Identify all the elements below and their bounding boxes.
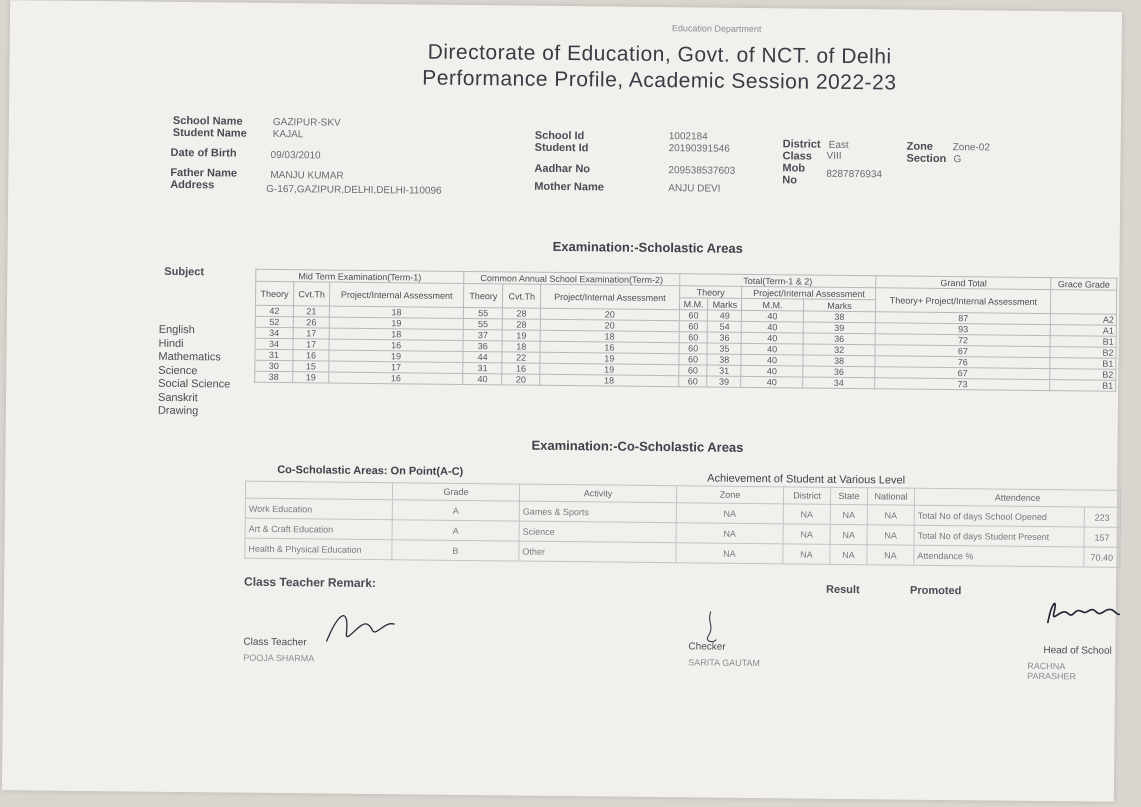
cell-national: NA xyxy=(867,525,914,545)
marks-header: Marks xyxy=(708,298,742,310)
cell-p1: 19 xyxy=(329,317,463,329)
cell-p1: 19 xyxy=(329,350,463,362)
dob-value: 09/03/2010 xyxy=(270,149,321,162)
cell-c1: 26 xyxy=(293,317,329,328)
total-theory-header: Theory xyxy=(679,286,742,299)
total-header: Total(Term-1 & 2) xyxy=(679,274,876,288)
cell-p1: 16 xyxy=(329,372,463,384)
cell-tm: 54 xyxy=(708,321,742,332)
cell-pmm: 40 xyxy=(741,332,803,344)
class-teacher-label: Class Teacher xyxy=(243,636,307,649)
cell-t2: 37 xyxy=(463,329,502,340)
grand-total-header: Grand Total xyxy=(876,276,1051,290)
result-value: Promoted xyxy=(909,584,962,598)
scholastic-table xyxy=(254,269,1117,392)
cell-activity: Games & Sports xyxy=(519,501,676,523)
cell-pmm: 40 xyxy=(741,376,803,388)
cell-t1: 34 xyxy=(255,327,293,338)
cell-t2: 55 xyxy=(463,307,502,318)
cell-district: NA xyxy=(783,544,830,564)
class-teacher-signature xyxy=(318,601,399,652)
cell-pmm: 40 xyxy=(742,321,804,333)
cell-tmm: 60 xyxy=(679,321,708,332)
cell-gt: 76 xyxy=(875,356,1050,369)
cell-activity: Other xyxy=(519,541,676,563)
scholastic-title: Examination:-Scholastic Areas xyxy=(552,238,743,256)
theory-header: Theory xyxy=(255,281,293,305)
school-id-value: 1002184 xyxy=(668,131,708,143)
district-header: District xyxy=(783,487,830,504)
cell-gr: B1 xyxy=(1050,358,1116,370)
school-id-label: School Id xyxy=(534,129,585,143)
cell-p1: 18 xyxy=(329,328,463,340)
cell-c2: 28 xyxy=(503,308,541,319)
cell-gr: B2 xyxy=(1050,369,1116,381)
zone-label: Zone xyxy=(906,140,934,153)
cell-c2: 19 xyxy=(503,330,541,341)
cell-p1: 18 xyxy=(330,306,464,318)
page-subtitle: Performance Profile, Academic Session 2022-23 xyxy=(422,66,897,95)
cell-gt: 93 xyxy=(876,323,1051,336)
cell-gr: A1 xyxy=(1051,325,1117,337)
cell-pm: 38 xyxy=(803,311,876,323)
total-project-header: Project/Internal Assessment xyxy=(742,286,876,299)
cell-pmm: 40 xyxy=(742,310,804,322)
project-header: Project/Internal Assessment xyxy=(540,284,679,309)
project-header: Project/Internal Assessment xyxy=(330,282,464,307)
cell-pm: 32 xyxy=(803,344,876,356)
student-id-label: Student Id xyxy=(534,141,589,155)
cvt-header: Cvt.Th xyxy=(503,284,541,308)
cvt-header: Cvt.Th xyxy=(293,282,329,306)
cell-activity: Science xyxy=(519,521,676,543)
report-card-sheet xyxy=(2,0,1122,802)
cell-p2: 16 xyxy=(540,341,679,353)
cell-t1: 30 xyxy=(255,360,293,371)
head-of-school-signature xyxy=(1044,593,1124,634)
cell-att-val: 223 xyxy=(1084,507,1120,527)
cell-zone: NA xyxy=(676,523,783,544)
cell-tm: 38 xyxy=(707,354,741,365)
cell-p2: 18 xyxy=(540,330,679,342)
section-value: G xyxy=(953,154,962,166)
zone-value: Zone-02 xyxy=(952,142,990,154)
term1-header: Mid Term Examination(Term-1) xyxy=(256,269,464,283)
cell-tm: 36 xyxy=(708,332,742,343)
cell-c2: 20 xyxy=(502,374,540,385)
grace-grade-header: Grace Grade xyxy=(1051,278,1117,291)
cell-pmm: 40 xyxy=(741,343,803,355)
class-teacher-name: POOJA SHARMA xyxy=(243,652,315,664)
cell-pm: 39 xyxy=(803,322,876,334)
cell-p1: 17 xyxy=(329,361,463,373)
aadhar-label: Aadhar No xyxy=(534,162,591,176)
student-id-value: 20190391546 xyxy=(668,143,730,155)
cell-tm: 49 xyxy=(708,310,742,321)
cell-gr: B2 xyxy=(1050,347,1116,359)
cell-t1: 34 xyxy=(255,338,293,349)
cell-district: NA xyxy=(783,524,830,544)
grade-header: Grade xyxy=(392,483,519,501)
page-title: Directorate of Education, Govt. of NCT. of Delhi xyxy=(427,40,892,69)
grand-sub-header: Theory+ Project/Internal Assessment xyxy=(876,288,1051,314)
state-header: State xyxy=(830,487,867,504)
department-label: Education Department xyxy=(671,23,762,35)
checker-label: Checker xyxy=(688,641,726,653)
cell-p2: 19 xyxy=(540,363,679,375)
cell-gt: 72 xyxy=(875,334,1050,347)
cell-c1: 15 xyxy=(293,361,329,372)
student-name-label: Student Name xyxy=(172,126,247,140)
cell-p2: 20 xyxy=(540,319,679,331)
cell-pm: 38 xyxy=(803,355,876,367)
cell-t2: 31 xyxy=(463,362,502,373)
cell-t1: 42 xyxy=(255,305,293,316)
cell-tmm: 60 xyxy=(679,332,708,343)
cell-att-val: 157 xyxy=(1084,527,1120,547)
activity-header: Activity xyxy=(519,484,676,503)
subject-list xyxy=(158,324,231,419)
national-header: National xyxy=(867,488,914,505)
coscholastic-title: Examination:-Co-Scholastic Areas xyxy=(531,437,744,455)
cell-national: NA xyxy=(867,545,914,565)
class-label: Class xyxy=(782,150,812,163)
cell-tm: 35 xyxy=(707,343,741,354)
cell-t1: 31 xyxy=(255,349,293,360)
school-name-value: GAZIPUR-SKV xyxy=(272,116,341,129)
cell-p2: 18 xyxy=(540,374,679,386)
cell-c1: 17 xyxy=(293,339,329,350)
cell-pm: 34 xyxy=(802,377,875,389)
cell-district: NA xyxy=(783,504,830,524)
cell-area: Health & Physical Education xyxy=(245,538,392,560)
section-label: Section xyxy=(906,152,947,166)
class-value: VIII xyxy=(826,150,842,162)
cell-national: NA xyxy=(867,505,914,525)
cell-att-val: 70.40 xyxy=(1084,547,1120,567)
head-of-school-label: Head of School xyxy=(1043,645,1112,657)
aadhar-value: 209538537603 xyxy=(668,165,736,177)
cell-t2: 40 xyxy=(463,373,502,384)
cell-state: NA xyxy=(830,504,867,524)
student-name-value: KAJAL xyxy=(272,128,304,141)
subject-name: English xyxy=(158,323,195,337)
cell-p2: 20 xyxy=(540,308,679,320)
mob-label: Mob No xyxy=(782,162,806,187)
cell-c2: 28 xyxy=(503,319,541,330)
mother-name-label: Mother Name xyxy=(534,180,604,194)
father-name-label: Father Name xyxy=(170,166,238,180)
mm-header: M.M. xyxy=(742,298,804,311)
attendance-header: Attendence xyxy=(914,488,1120,507)
cell-pmm: 40 xyxy=(741,365,803,377)
achievement-title: Achievement of Student at Various Level xyxy=(707,472,906,487)
cell-tm: 31 xyxy=(707,365,741,376)
cell-gr: B1 xyxy=(1050,336,1116,348)
cell-gt: 73 xyxy=(875,378,1050,391)
cell-att-label: Total No of days School Opened xyxy=(914,505,1084,527)
cell-grade: A xyxy=(392,500,519,521)
subject-name: Hindi xyxy=(158,337,184,350)
subject-name: Sanskrit xyxy=(157,391,198,404)
teacher-remark-label: Class Teacher Remark: xyxy=(244,574,377,591)
subject-name: Science xyxy=(158,364,198,377)
cell-c1: 16 xyxy=(293,350,329,361)
cell-c2: 22 xyxy=(502,352,540,363)
cell-pmm: 40 xyxy=(741,354,803,366)
dob-label: Date of Birth xyxy=(170,146,237,160)
subject-header: Subject xyxy=(164,265,205,279)
cell-tmm: 60 xyxy=(679,310,708,321)
subject-name: Social Science xyxy=(158,377,231,391)
cell-p1: 16 xyxy=(329,339,463,351)
cell-tmm: 60 xyxy=(679,354,708,365)
cell-c1: 17 xyxy=(293,328,329,339)
cell-gr: B1 xyxy=(1050,380,1116,392)
cell-tm: 39 xyxy=(707,376,741,387)
address-value: G-167,GAZIPUR,DELHI,DELHI-110096 xyxy=(266,183,442,197)
cell-tmm: 60 xyxy=(678,376,707,387)
cell-c2: 18 xyxy=(502,341,540,352)
cell-zone: NA xyxy=(676,503,783,524)
cell-pm: 36 xyxy=(803,333,876,345)
district-value: East xyxy=(828,139,849,151)
head-of-school-name: RACHNA PARASHER xyxy=(1027,660,1077,682)
cell-zone: NA xyxy=(676,543,783,564)
cell-state: NA xyxy=(830,544,867,564)
cell-gt: 67 xyxy=(875,345,1050,358)
term2-header: Common Annual School Examination(Term-2) xyxy=(464,271,680,285)
cell-c1: 19 xyxy=(293,372,329,383)
cell-att-label: Attendance % xyxy=(914,545,1084,567)
cell-grade: A xyxy=(392,520,519,541)
subject-name: Drawing xyxy=(157,404,199,418)
coscholastic-table xyxy=(244,481,1121,568)
mm-header: M.M. xyxy=(679,298,708,310)
school-name-label: School Name xyxy=(172,114,243,128)
cell-area: Art & Craft Education xyxy=(245,518,392,540)
cell-t1: 52 xyxy=(255,316,293,327)
address-label: Address xyxy=(170,178,215,192)
coscholastic-areas-title: Co-Scholastic Areas: On Point(A-C) xyxy=(277,464,464,478)
cell-t1: 38 xyxy=(255,371,293,382)
mother-name-value: ANJU DEVI xyxy=(668,183,721,195)
cell-grade: B xyxy=(392,540,519,561)
cell-t2: 36 xyxy=(463,340,502,351)
cell-pm: 36 xyxy=(803,366,876,378)
theory-header: Theory xyxy=(464,283,504,307)
cell-att-label: Total No of days Student Present xyxy=(914,525,1084,547)
father-name-value: MANJU KUMAR xyxy=(270,169,344,182)
cell-c1: 21 xyxy=(293,306,329,317)
cell-tmm: 60 xyxy=(679,343,708,354)
zone-header: Zone xyxy=(676,486,783,504)
cell-gr: A2 xyxy=(1051,314,1117,326)
cell-area: Work Education xyxy=(245,498,392,520)
cell-tmm: 60 xyxy=(678,365,707,376)
cell-state: NA xyxy=(830,524,867,544)
subject-name: Mathematics xyxy=(158,350,221,364)
cell-c2: 16 xyxy=(502,363,540,374)
cell-t2: 44 xyxy=(463,351,502,362)
marks-header: Marks xyxy=(803,299,876,312)
mob-value: 8287876934 xyxy=(826,168,883,181)
cell-gt: 67 xyxy=(875,367,1050,380)
cell-t2: 55 xyxy=(463,318,502,329)
cell-p2: 19 xyxy=(540,352,679,364)
checker-name: SARITA GAUTAM xyxy=(688,657,761,669)
result-label: Result xyxy=(825,583,860,597)
district-label: District xyxy=(782,138,821,151)
cell-gt: 87 xyxy=(876,312,1051,325)
